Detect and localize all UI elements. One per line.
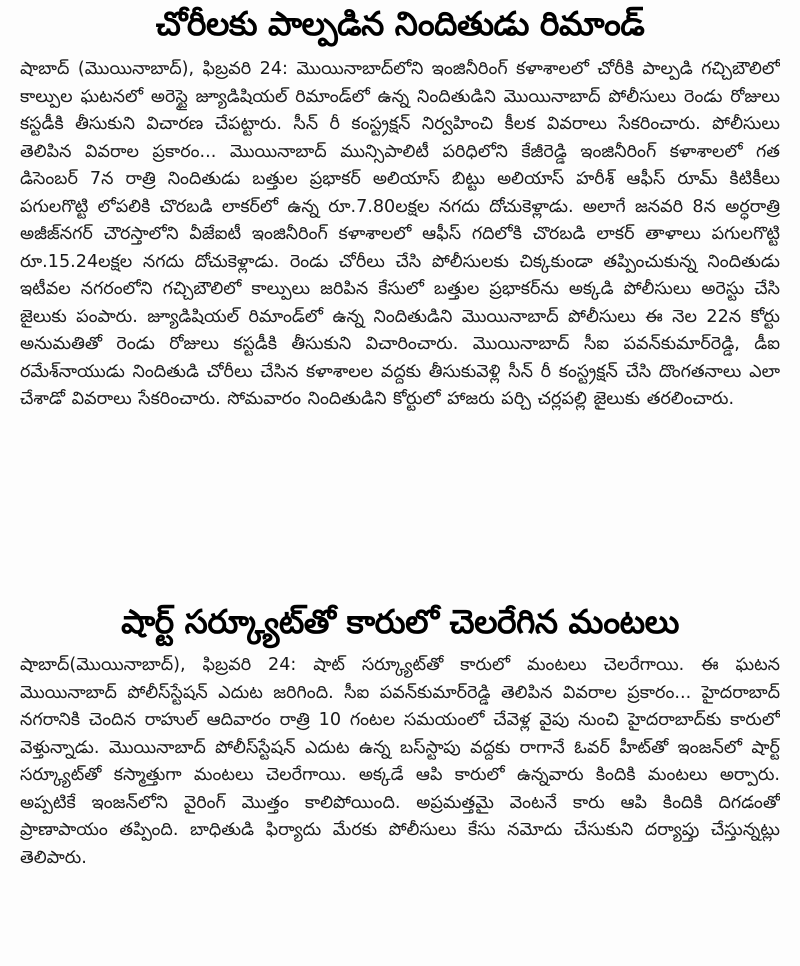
article-1-headline: చోరీలకు పాల్పడిన నిందితుడు రిమాండ్ <box>155 4 645 43</box>
article-2-paragraph: షాబాద్(మొయినాబాద్), ఫిబ్రవరి 24: షాట్ సర్క్యూట్‌తో కారులో మంటలు చెలరేగాయి. ఈ ఘటన మొయినాబాద్ పోలీస్‌స్టేషన్ ఎదుట జరిగింది. సీఐ పవన్‌కుమార్‌రెడ్డి తెలిపిన వివరాల ప్రకారం... హైదరాబాద్ నగరానికి చెందిన రాహుల్ ఆదివారం రాత్రి 10 గంటల సమయంలో చేవెళ్ల వైపు నుంచి హైదరాబాద్‌కు కారులో వెళ్తున్నాడు. మొయినాబాద్ పోలీస్‌స్టేషన్ ఎదుట ఉన్న బస్‌స్టాపు వద్దకు రాగానే ఓవర్ హీట్‌తో ఇంజన్‌లో షార్ట్ సర్క్యూట్‌తో కస్మాత్తుగా మంటలు చెలరేగాయి. అక్కడే ఆపి కారులో ఉన్నవారు కిందికి మంటలు అర్పారు. అప్పటికే ఇంజన్‌లోని వైరింగ్ మొత్తం కాలిపోయింది. అప్రమత్తమై వెంటనే కారు ఆపి కిందికి దిగడంతో ప్రాణాపాయం తప్పింది. బాధితుడి ఫిర్యాదు మేరకు పోలీసులు కేసు నమోదు చేసుకుని దర్యాప్తు చేస్తున్నట్లు తెలిపారు. <box>20 655 780 868</box>
article-1-body <box>20 56 780 596</box>
article-2-headline: షార్ట్ సర్క్యూట్‌తో కారులో చెలరేగిన మంటలు <box>121 602 679 641</box>
article-1-paragraph: షాబాద్ (మొయినాబాద్), ఫిబ్రవరి 24: మొయినాబాద్‌లోని ఇంజినీరింగ్ కళాశాలలో చోరీకి పాల్పడి గచ్చిబౌలిలో కాల్పుల ఘటనలో అరెస్టై జ్యూడిషియల్ రిమాండ్‌లో ఉన్న నిందితుడిని మొయినాబాద్ పోలీసులు రెండు రోజులు కస్టడీకి తీసుకుని విచారణ చేపట్టారు. సీన్ రీ కంస్ట్రక్షన్ నిర్వహించి కీలక వివరాలు సేకరించారు. పోలీసులు తెలిపిన వివరాల ప్రకారం... మొయినాబాద్ మున్సిపాలిటీ పరిధిలోని కేజీరెడ్డి ఇంజినీరింగ్ కళాశాలలో గత డిసెంబర్ 7న రాత్రి నిందితుడు బత్తుల ప్రభాకర్ అలియాస్ బిట్టు అలియాస్ హరీశ్ ఆఫీస్ రూమ్ కిటికీలు పగులగొట్టి లోపలికి చొరబడి లాకర్‌లో ఉన్న రూ.7.80లక్షల నగదు దోచుకెళ్లాడు. అలాగే జనవరి 8న అర్ధరాత్రి అజీజ్‌నగర్ చౌరస్తాలోని వీజేఐటీ ఇంజినీరింగ్ కళాశాలలో ఆఫీస్ గదిలోకి చొరబడి లాకర్ తాళాలు పగులగొట్టి రూ.15.24లక్షల నగదు దోచుకెళ్లాడు. రెండు చోరీలు చేసి పోలీసులకు చిక్కకుండా తప్పించుకున్న నిందితుడు ఇటీవల నగరంలోని గచ్చిబౌలిలో కాల్పులు జరిపిన కేసులో బత్తుల ప్రభాకర్‌ను అక్కడి పోలీసులు అరెస్టు చేసి జైలుకు పంపారు. జ్యూడిషియల్ రిమాండ్‌లో ఉన్న నిందితుడిని మొయినాబాద్ పోలీసులు ఈ నెల 22న కోర్టు అనుమతితో రెండు రోజులు కస్టడీకి తీసుకుని విచారించారు. మొయినాబాద్ సీఐ పవన్‌కుమార్‌రెడ్డి, డీఐ రమేశ్‌నాయుడు నిందితుడి చోరీలు చేసిన కళాశాలల వద్దకు తీసుకువెళ్లి సీన్ రీ కంస్ట్రక్షన్ చేసి దొంగతనాలు ఎలా చేశాడో వివరాలు సేకరించారు. సోమవారం నిందితుడిని కోర్టులో హాజరు పర్చి చర్లపల్లి జైలుకు తరలించారు. <box>20 59 780 409</box>
article-2-body <box>20 652 780 962</box>
